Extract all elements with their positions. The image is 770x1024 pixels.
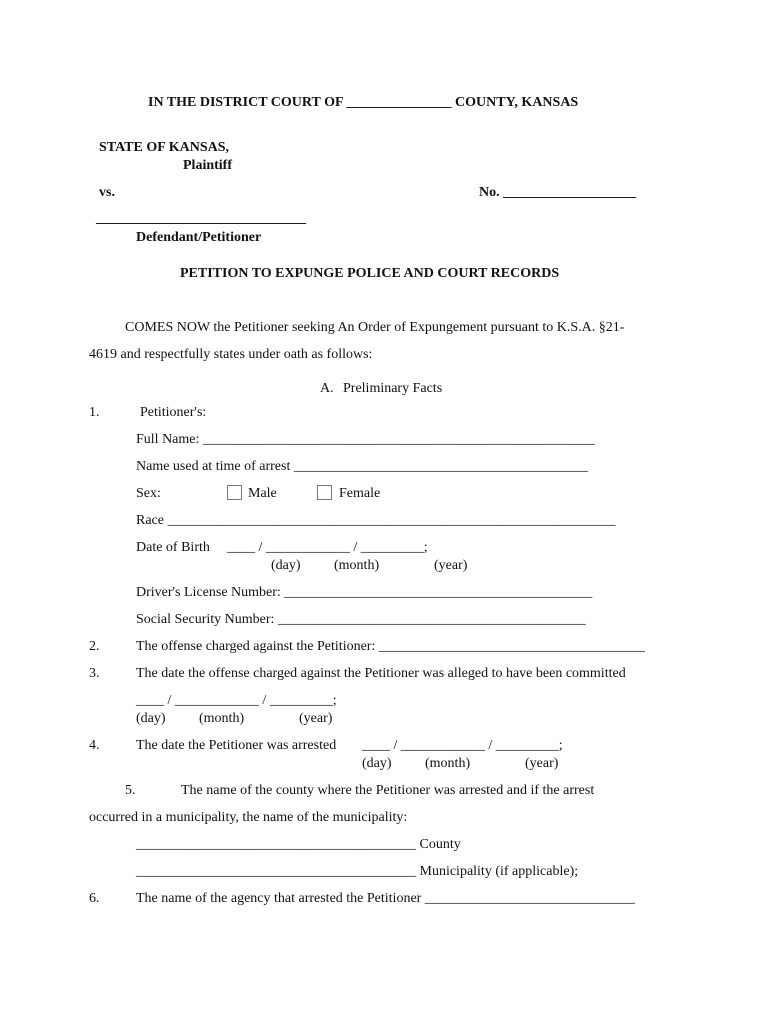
dob-field[interactable]: ____ / ____________ / _________; [227,540,428,555]
ssn-field[interactable]: Social Security Number: ____________________________________________ [136,612,586,627]
case-number-field[interactable]: No. ___________________ [479,185,637,200]
item-4-text: The date the Petitioner was arrested [136,738,337,753]
female-checkbox[interactable] [317,485,332,500]
offense-date-day-caption: (day) [136,711,166,726]
arrest-date-field[interactable]: ____ / ____________ / _________; [362,738,563,753]
versus-label: vs. [99,185,115,200]
plaintiff-name: STATE OF KANSAS, [99,140,230,155]
male-checkbox[interactable] [227,485,242,500]
drivers-license-field[interactable]: Driver's License Number: ____________________________________________ [136,585,593,600]
item-2-number: 2. [89,639,100,654]
offense-date-field[interactable]: ____ / ____________ / _________; [136,693,337,708]
dob-label: Date of Birth [136,540,210,555]
offense-charged-field[interactable]: The offense charged against the Petitioner: ______________________________________ [136,639,645,654]
item-3-text: The date the offense charged against the Petitioner was alleged to have been committed [136,666,626,681]
defendant-name-field[interactable]: ______________________________ [96,211,306,226]
dob-year-caption: (year) [434,558,468,573]
defendant-role: Defendant/Petitioner [136,230,262,245]
race-field[interactable]: Race ________________________________________________________________ [136,513,616,528]
item-3-number: 3. [89,666,100,681]
item-4-number: 4. [89,738,100,753]
item-5-text-line-2: occurred in a municipality, the name of the municipality: [89,810,408,825]
male-label: Male [248,486,277,501]
offense-date-year-caption: (year) [299,711,333,726]
item-5-text-line-1: The name of the county where the Petitioner was arrested and if the arrest [181,783,595,798]
intro-line-2: 4619 and respectfully states under oath as follows: [89,347,373,362]
item-5-number: 5. [125,783,136,798]
arrest-municipality-field[interactable]: ________________________________________ Municipality (if applicable); [136,864,579,879]
item-1-number: 1. [89,405,100,420]
item-6-number: 6. [89,891,100,906]
offense-date-month-caption: (month) [199,711,245,726]
name-at-arrest-field[interactable]: Name used at time of arrest __________________________________________ [136,459,588,474]
intro-line-1: COMES NOW the Petitioner seeking An Order of Expungement pursuant to K.S.A. §21- [125,320,625,335]
item-1-label: Petitioner's: [140,405,207,420]
full-name-field[interactable]: Full Name: ________________________________________________________ [136,432,595,447]
dob-day-caption: (day) [271,558,301,573]
arresting-agency-field[interactable]: The name of the agency that arrested the Petitioner ______________________________ [136,891,635,906]
sex-label: Sex: [136,486,161,501]
arrest-date-day-caption: (day) [362,756,392,771]
section-a-heading: Preliminary Facts [343,381,443,396]
document-title: PETITION TO EXPUNGE POLICE AND COURT RECORDS [180,266,560,281]
arrest-date-month-caption: (month) [425,756,471,771]
plaintiff-role: Plaintiff [183,158,232,173]
arrest-date-year-caption: (year) [525,756,559,771]
female-label: Female [339,486,381,501]
dob-month-caption: (month) [334,558,380,573]
arrest-county-field[interactable]: ________________________________________ County [136,837,461,852]
court-caption: IN THE DISTRICT COURT OF _______________ COUNTY, KANSAS [148,95,579,110]
section-a-letter: A. [320,381,334,396]
